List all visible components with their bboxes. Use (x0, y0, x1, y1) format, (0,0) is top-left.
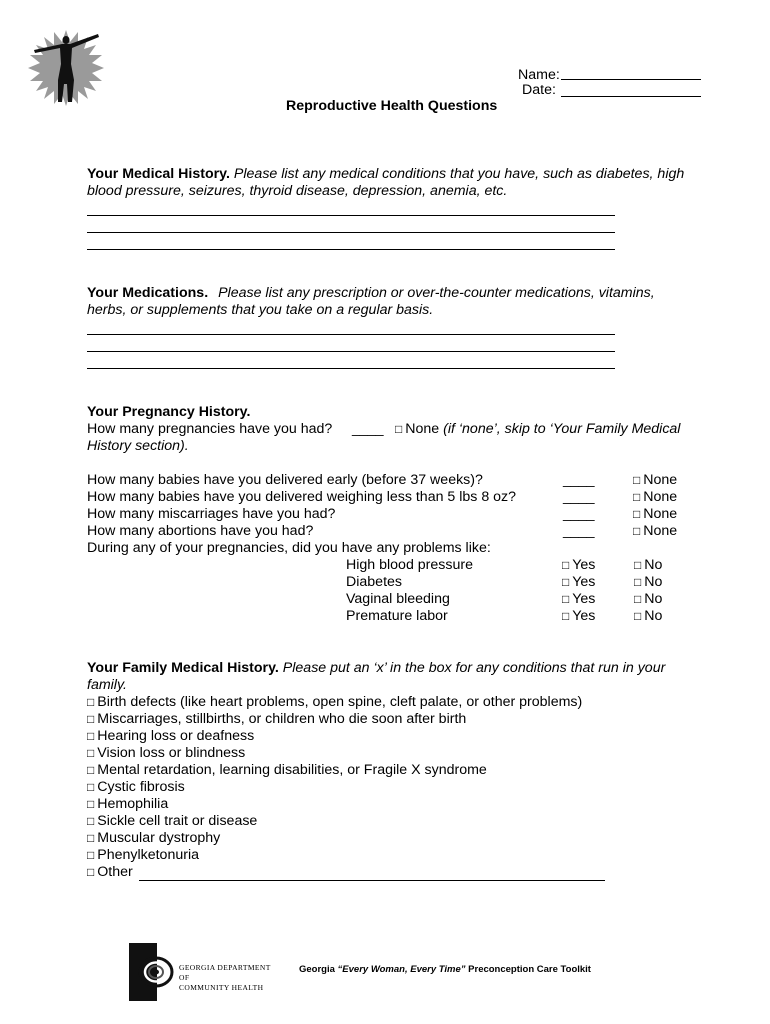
medical-history-instruction-2: blood pressure, seizures, thyroid disease, depression, anemia, etc. (87, 183, 508, 199)
family-history-line1 (87, 660, 665, 676)
family-condition-item[interactable]: □ Hearing loss or deafness (87, 728, 255, 744)
pregnancy-answer-blank[interactable]: ____ (563, 506, 595, 522)
checkbox[interactable]: □ (395, 422, 403, 436)
family-condition-item[interactable]: □ Sickle cell trait or disease (87, 813, 258, 829)
name-label: Name: (518, 67, 560, 83)
org-name-line2: COMMUNITY HEALTH (179, 983, 264, 992)
none-checkbox[interactable]: □ None (633, 506, 678, 522)
pregnancy-q1-blank[interactable]: ____ (352, 421, 384, 437)
problem-label: High blood pressure (346, 557, 473, 573)
checkbox[interactable]: □ (87, 848, 95, 862)
yes-checkbox[interactable]: □ Yes (562, 574, 596, 590)
org-name-line1: GEORGIA DEPARTMENT OF (179, 963, 271, 982)
medical-history-instruction-1: Please list any medical conditions that you have, such as diabetes, high (233, 166, 685, 182)
pregnancy-question-2: How many babies have you delivered weighing less than 5 lbs 8 oz? (87, 489, 517, 505)
problem-label: Vaginal bleeding (346, 591, 450, 607)
page-title: Reproductive Health Questions (286, 98, 498, 114)
pregnancy-question-1: How many babies have you delivered early (before 37 weeks)? (87, 472, 483, 488)
family-condition-item[interactable]: □ Hemophilia (87, 796, 169, 812)
checkbox[interactable]: □ (87, 831, 95, 845)
checkbox[interactable]: □ (87, 865, 95, 879)
pregnancy-answer-blank[interactable]: ____ (563, 489, 595, 505)
yes-checkbox[interactable]: □ Yes (562, 608, 596, 624)
medications-heading: Your Medications. (87, 285, 209, 301)
no-checkbox[interactable]: □ No (634, 591, 663, 607)
other-condition-field[interactable] (139, 880, 605, 881)
pregnancy-question-3: How many miscarriages have you had? (87, 506, 336, 522)
checkbox[interactable]: □ (87, 814, 95, 828)
family-history-instruction-1: Please put an ‘x’ in the box for any conditions that run in your (282, 660, 666, 676)
pregnancy-problems-intro: During any of your pregnancies, did you have any problems like: (87, 540, 491, 556)
medical-history-line1 (87, 166, 684, 182)
name-field[interactable] (561, 79, 701, 80)
family-condition-item[interactable]: □ Miscarriages, stillbirths, or children who die soon after birth (87, 711, 467, 727)
checkbox[interactable]: □ (87, 746, 95, 760)
medical-history-field-1[interactable] (87, 215, 615, 216)
pregnancy-answer-blank[interactable]: ____ (563, 472, 595, 488)
yes-checkbox[interactable]: □ Yes (562, 591, 596, 607)
checkbox[interactable]: □ (87, 695, 95, 709)
medications-field-1[interactable] (87, 334, 615, 335)
medications-instruction-1: Please list any prescription or over-the-counter medications, vitamins, (218, 285, 655, 301)
department-swirl-logo-icon (129, 943, 281, 1001)
checkbox[interactable]: □ (87, 797, 95, 811)
none-checkbox[interactable]: □ None (633, 523, 678, 539)
date-label: Date: (522, 82, 556, 98)
medications-line1 (87, 285, 655, 301)
woman-sunburst-logo-icon (26, 28, 106, 108)
family-condition-item[interactable]: □ Mental retardation, learning disabilities, or Fragile X syndrome (87, 762, 487, 778)
pregnancy-q1: How many pregnancies have you had? (87, 421, 333, 437)
checkbox[interactable]: □ (87, 729, 95, 743)
family-condition-item[interactable]: □ Birth defects (like heart problems, open spine, cleft palate, or other problems) (87, 694, 583, 710)
problem-label: Diabetes (346, 574, 402, 590)
checkbox[interactable]: □ (87, 763, 95, 777)
pregnancy-q1-none-option[interactable]: □ None (if ‘none’, skip to ‘Your Family Medical (395, 421, 681, 437)
no-checkbox[interactable]: □ No (634, 574, 663, 590)
pregnancy-answer-blank[interactable]: ____ (563, 523, 595, 539)
family-condition-item[interactable]: □ Cystic fibrosis (87, 779, 185, 795)
family-history-heading: Your Family Medical History. (87, 660, 279, 676)
pregnancy-q1-note: (if ‘none’, skip to ‘Your Family Medical (443, 421, 681, 437)
checkbox[interactable]: □ (87, 712, 95, 726)
no-checkbox[interactable]: □ No (634, 557, 663, 573)
problem-label: Premature labor (346, 608, 448, 624)
no-checkbox[interactable]: □ No (634, 608, 663, 624)
medications-instruction-2: herbs, or supplements that you take on a regular basis. (87, 302, 434, 318)
pregnancy-q1-note-2: History section). (87, 438, 189, 454)
date-field[interactable] (561, 96, 701, 97)
medical-history-heading: Your Medical History. (87, 166, 230, 182)
family-condition-item[interactable]: □ Muscular dystrophy (87, 830, 221, 846)
family-condition-item[interactable]: □ Vision loss or blindness (87, 745, 246, 761)
pregnancy-heading: Your Pregnancy History. (87, 404, 251, 420)
medical-history-field-2[interactable] (87, 232, 615, 233)
toolkit-footer-text: Georgia “Every Woman, Every Time” Preconception Care Toolkit (299, 964, 591, 975)
family-history-instruction-2: family. (87, 677, 127, 693)
checkbox[interactable]: □ (87, 780, 95, 794)
none-checkbox[interactable]: □ None (633, 489, 678, 505)
medications-field-3[interactable] (87, 368, 615, 369)
medical-history-field-3[interactable] (87, 249, 615, 250)
pregnancy-question-4: How many abortions have you had? (87, 523, 314, 539)
yes-checkbox[interactable]: □ Yes (562, 557, 596, 573)
family-condition-other[interactable]: □ Other (87, 864, 133, 880)
family-condition-item[interactable]: □ Phenylketonuria (87, 847, 199, 863)
medications-field-2[interactable] (87, 351, 615, 352)
none-checkbox[interactable]: □ None (633, 472, 678, 488)
